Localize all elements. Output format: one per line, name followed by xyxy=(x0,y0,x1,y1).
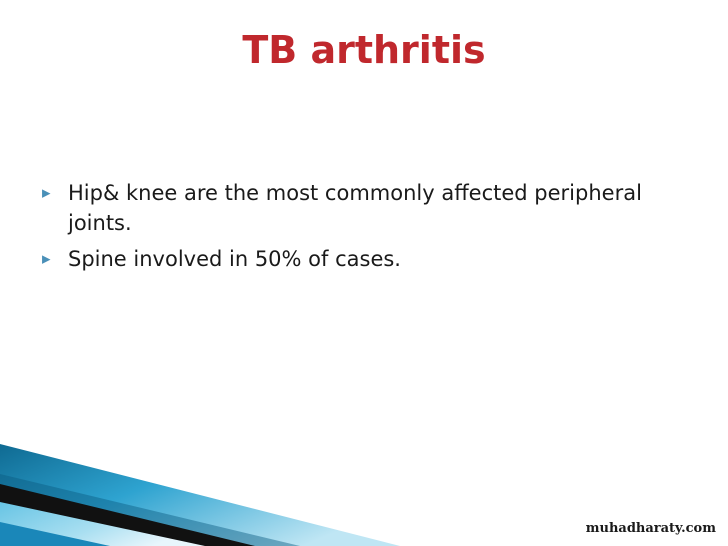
list-item-text: Hip& knee are the most commonly affected peripheral joints. xyxy=(68,181,642,235)
decorative-ribbon xyxy=(0,426,420,546)
triangle-bullet-icon: ▸ xyxy=(42,183,51,202)
page-title: TB arthritis xyxy=(242,28,486,72)
list-item xyxy=(38,244,678,274)
list-item xyxy=(38,178,678,238)
list-item-text: Spine involved in 50% of cases. xyxy=(68,247,401,271)
bullet-list xyxy=(38,178,678,280)
triangle-bullet-icon: ▸ xyxy=(42,249,51,268)
footer-brand: muhadharaty.com xyxy=(585,521,716,536)
